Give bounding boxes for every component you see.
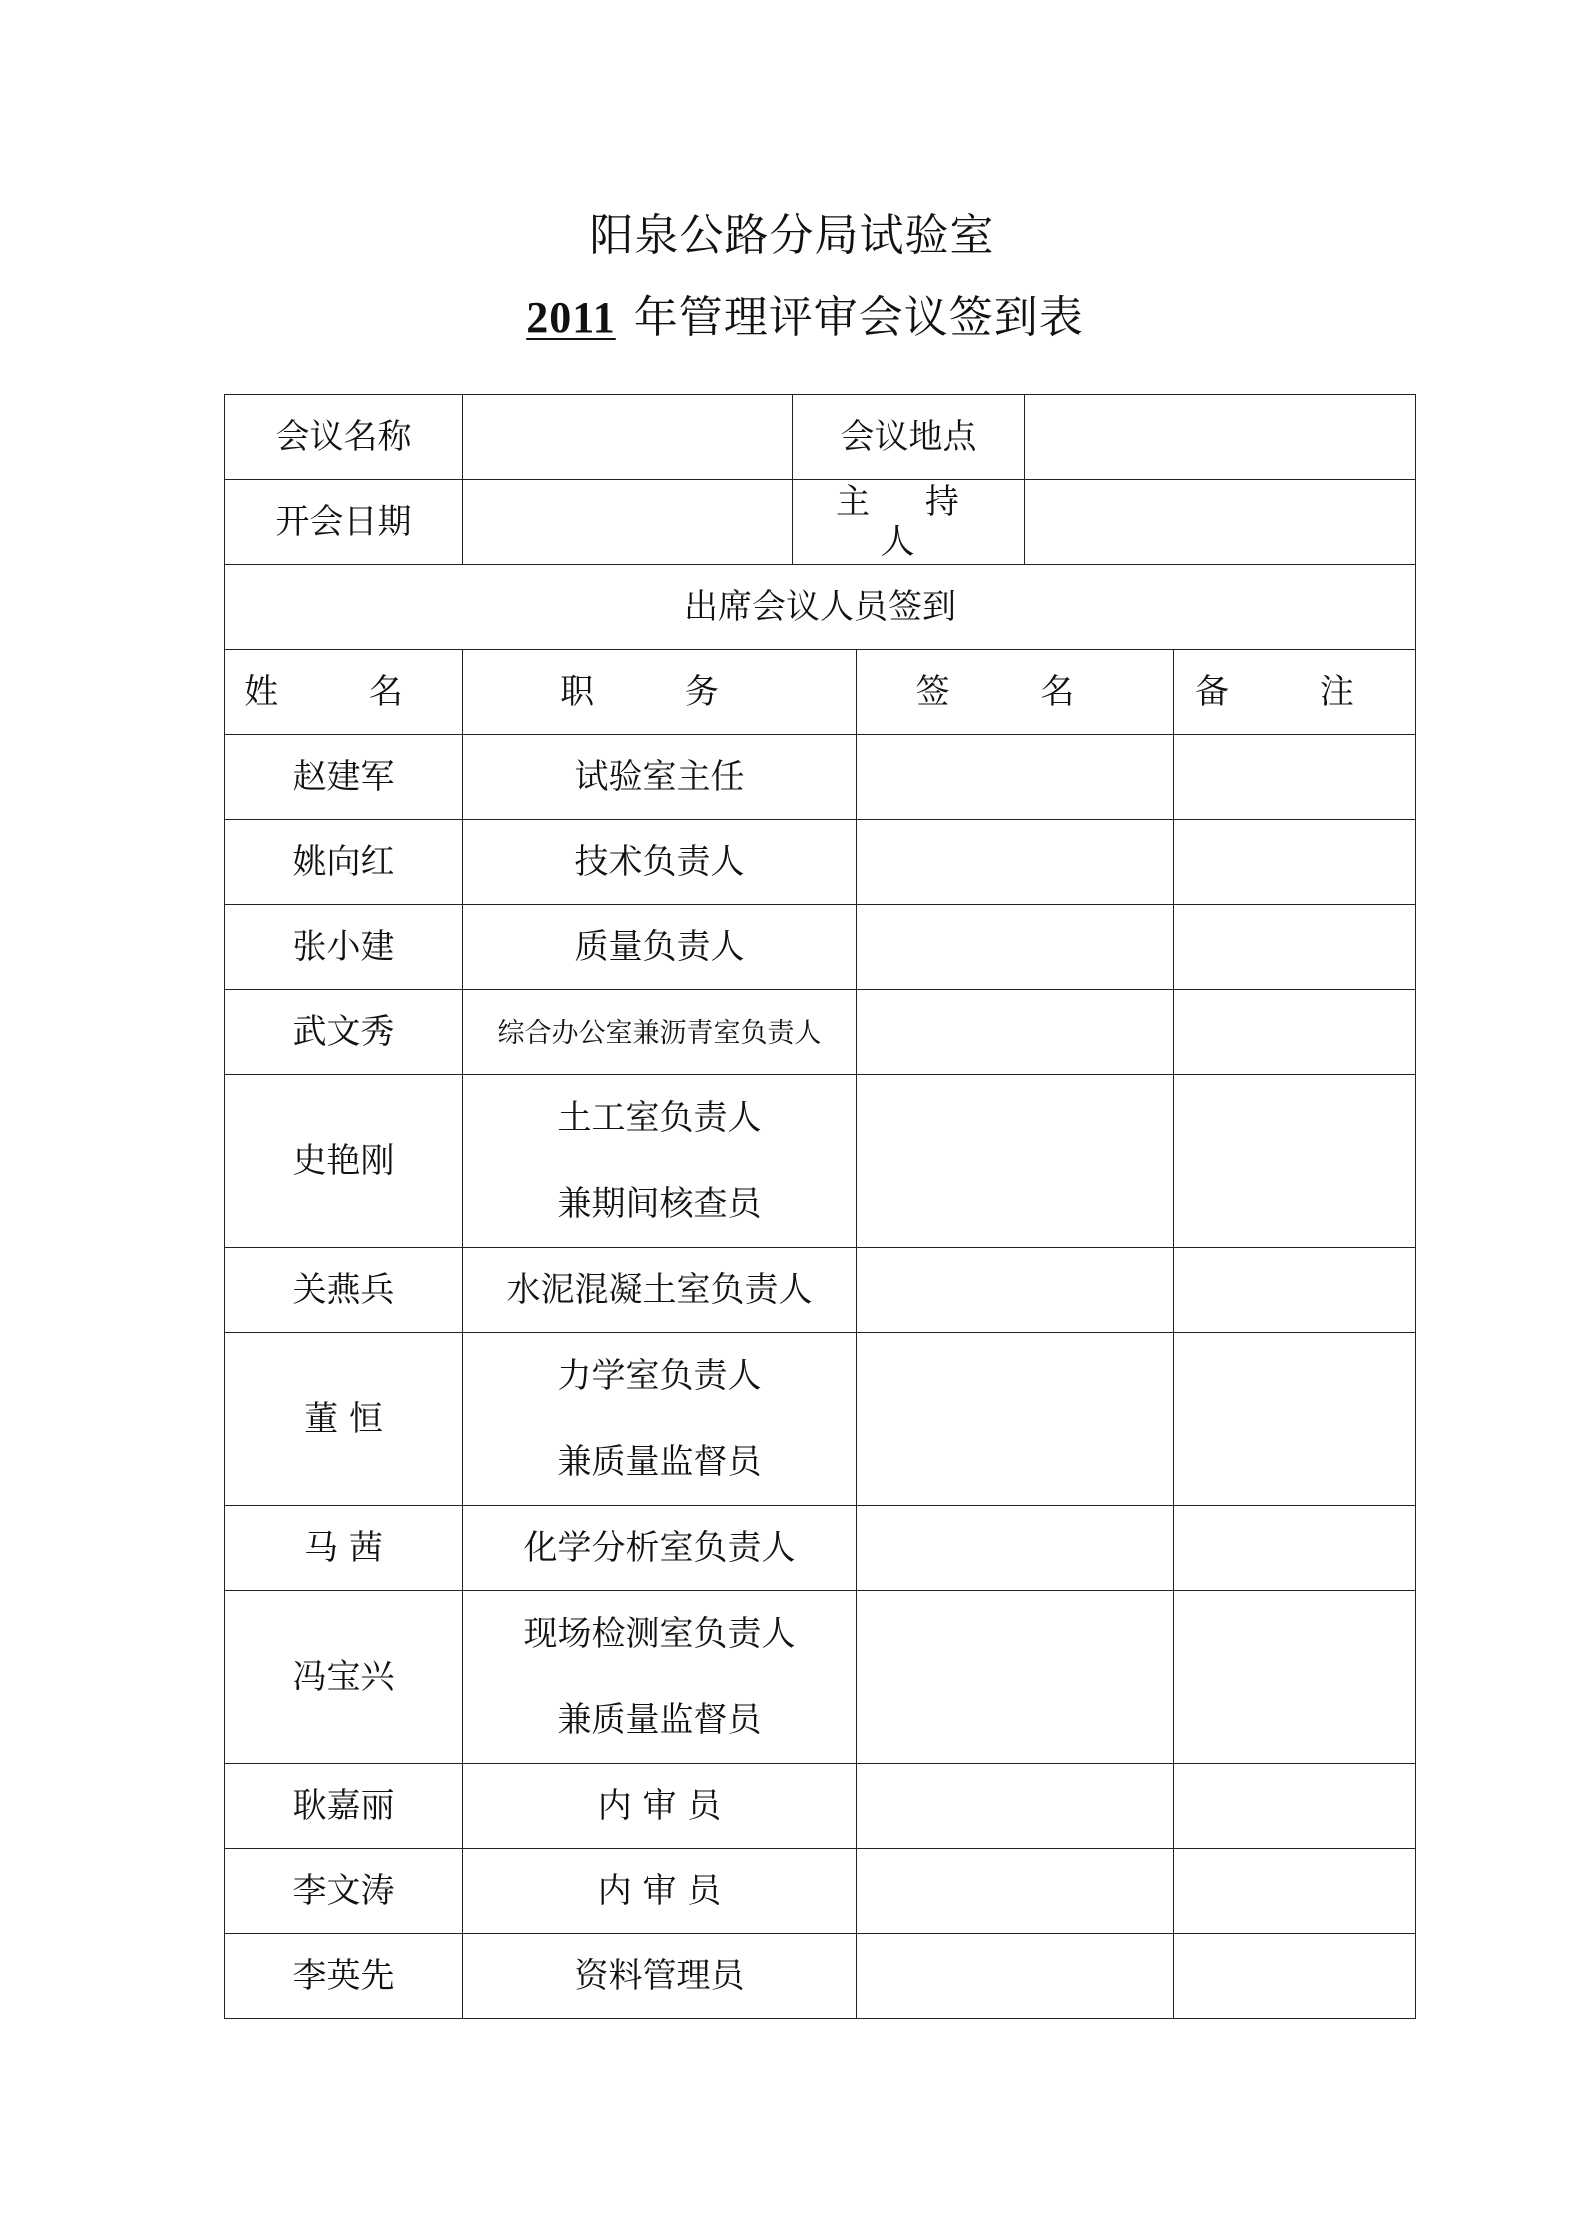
attendee-position [463, 1591, 857, 1764]
remark-field[interactable] [1174, 1849, 1416, 1934]
position-line: 内 审 员 [597, 1871, 722, 1911]
section-row [225, 565, 1416, 650]
table-row [225, 735, 1416, 820]
attendee-name: 武文秀 [225, 990, 463, 1075]
section-title: 出席会议人员签到 [225, 565, 1416, 650]
host-field[interactable] [1025, 480, 1416, 565]
position-line: 内 审 员 [597, 1786, 722, 1826]
attendee-position [463, 1934, 857, 2019]
attendee-name: 马 茜 [225, 1506, 463, 1591]
attendee-position [463, 735, 857, 820]
remark-field[interactable] [1174, 905, 1416, 990]
remark-field[interactable] [1174, 1591, 1416, 1764]
signature-field[interactable] [857, 990, 1174, 1075]
remark-field[interactable] [1174, 820, 1416, 905]
remark-field[interactable] [1174, 1333, 1416, 1506]
position-line: 质量负责人 [574, 927, 745, 967]
attendee-position [463, 1333, 857, 1506]
attendee-name: 关燕兵 [225, 1248, 463, 1333]
meeting-place-label: 会议地点 [793, 395, 1025, 480]
attendee-position [463, 1075, 857, 1248]
signature-field[interactable] [857, 1333, 1174, 1506]
position-line: 兼期间核查员 [557, 1184, 762, 1224]
column-header-position: 职 务 [463, 650, 857, 735]
remark-field[interactable] [1174, 1075, 1416, 1248]
position-line: 水泥混凝土室负责人 [506, 1270, 813, 1310]
table-row [225, 1849, 1416, 1934]
remark-field[interactable] [1174, 1934, 1416, 2019]
table-row [225, 1934, 1416, 2019]
remark-field[interactable] [1174, 1764, 1416, 1849]
position-line: 化学分析室负责人 [523, 1528, 796, 1568]
remark-field[interactable] [1174, 1506, 1416, 1591]
subtitle-text: 年管理评审会议签到表 [633, 292, 1084, 343]
signature-field[interactable] [857, 1506, 1174, 1591]
meeting-place-field[interactable] [1025, 395, 1416, 480]
attendee-list [225, 735, 1416, 2019]
column-header-remark: 备 注 [1174, 650, 1416, 735]
signature-field[interactable] [857, 820, 1174, 905]
column-header-name: 姓 名 [225, 650, 463, 735]
meeting-name-label: 会议名称 [225, 395, 463, 480]
attendee-position [463, 905, 857, 990]
table-row [225, 820, 1416, 905]
attendee-name: 董 恒 [225, 1333, 463, 1506]
position-line: 力学室负责人 [557, 1356, 762, 1396]
table-row [225, 1075, 1416, 1248]
column-header-signature: 签 名 [857, 650, 1174, 735]
attendee-position [463, 990, 857, 1075]
meeting-date-label: 开会日期 [225, 480, 463, 565]
meeting-date-field[interactable] [463, 480, 793, 565]
table-row [225, 905, 1416, 990]
signature-field[interactable] [857, 735, 1174, 820]
host-label: 主 持 人 [793, 480, 1025, 565]
year-field: 2011 [526, 293, 616, 342]
attendee-name: 耿嘉丽 [225, 1764, 463, 1849]
attendee-name: 李英先 [225, 1934, 463, 2019]
table-row [225, 1248, 1416, 1333]
remark-field[interactable] [1174, 1248, 1416, 1333]
remark-field[interactable] [1174, 735, 1416, 820]
table-row [225, 990, 1416, 1075]
signature-field[interactable] [857, 905, 1174, 990]
position-line: 资料管理员 [574, 1956, 745, 1996]
attendee-position [463, 1248, 857, 1333]
meeting-name-field[interactable] [463, 395, 793, 480]
sign-in-table [224, 394, 1416, 2019]
attendee-name: 赵建军 [225, 735, 463, 820]
position-line: 技术负责人 [574, 842, 745, 882]
attendee-position [463, 1764, 857, 1849]
signature-field[interactable] [857, 1849, 1174, 1934]
table-row [225, 1591, 1416, 1764]
position-line: 现场检测室负责人 [523, 1614, 796, 1654]
signature-field[interactable] [857, 1934, 1174, 2019]
attendee-name: 冯宝兴 [225, 1591, 463, 1764]
table-row [225, 1764, 1416, 1849]
attendee-name: 张小建 [225, 905, 463, 990]
attendee-name: 史艳刚 [225, 1075, 463, 1248]
position-line: 兼质量监督员 [557, 1700, 762, 1740]
meeting-info-row-2 [225, 480, 1416, 565]
document-title: 阳泉公路分局试验室 [589, 210, 995, 261]
attendee-position [463, 820, 857, 905]
position-line: 试验室主任 [574, 757, 745, 797]
position-line: 综合办公室兼沥青室负责人 [497, 1017, 822, 1049]
table-row [225, 1506, 1416, 1591]
attendee-name: 李文涛 [225, 1849, 463, 1934]
table-row [225, 1333, 1416, 1506]
document-subtitle [0, 288, 1584, 348]
signature-field[interactable] [857, 1764, 1174, 1849]
attendee-position [463, 1849, 857, 1934]
column-header-row [225, 650, 1416, 735]
signature-field[interactable] [857, 1248, 1174, 1333]
attendee-position [463, 1506, 857, 1591]
position-line: 土工室负责人 [557, 1098, 762, 1138]
attendee-name: 姚向红 [225, 820, 463, 905]
signature-field[interactable] [857, 1591, 1174, 1764]
remark-field[interactable] [1174, 990, 1416, 1075]
position-line: 兼质量监督员 [557, 1442, 762, 1482]
signature-field[interactable] [857, 1075, 1174, 1248]
meeting-info-row-1 [225, 395, 1416, 480]
